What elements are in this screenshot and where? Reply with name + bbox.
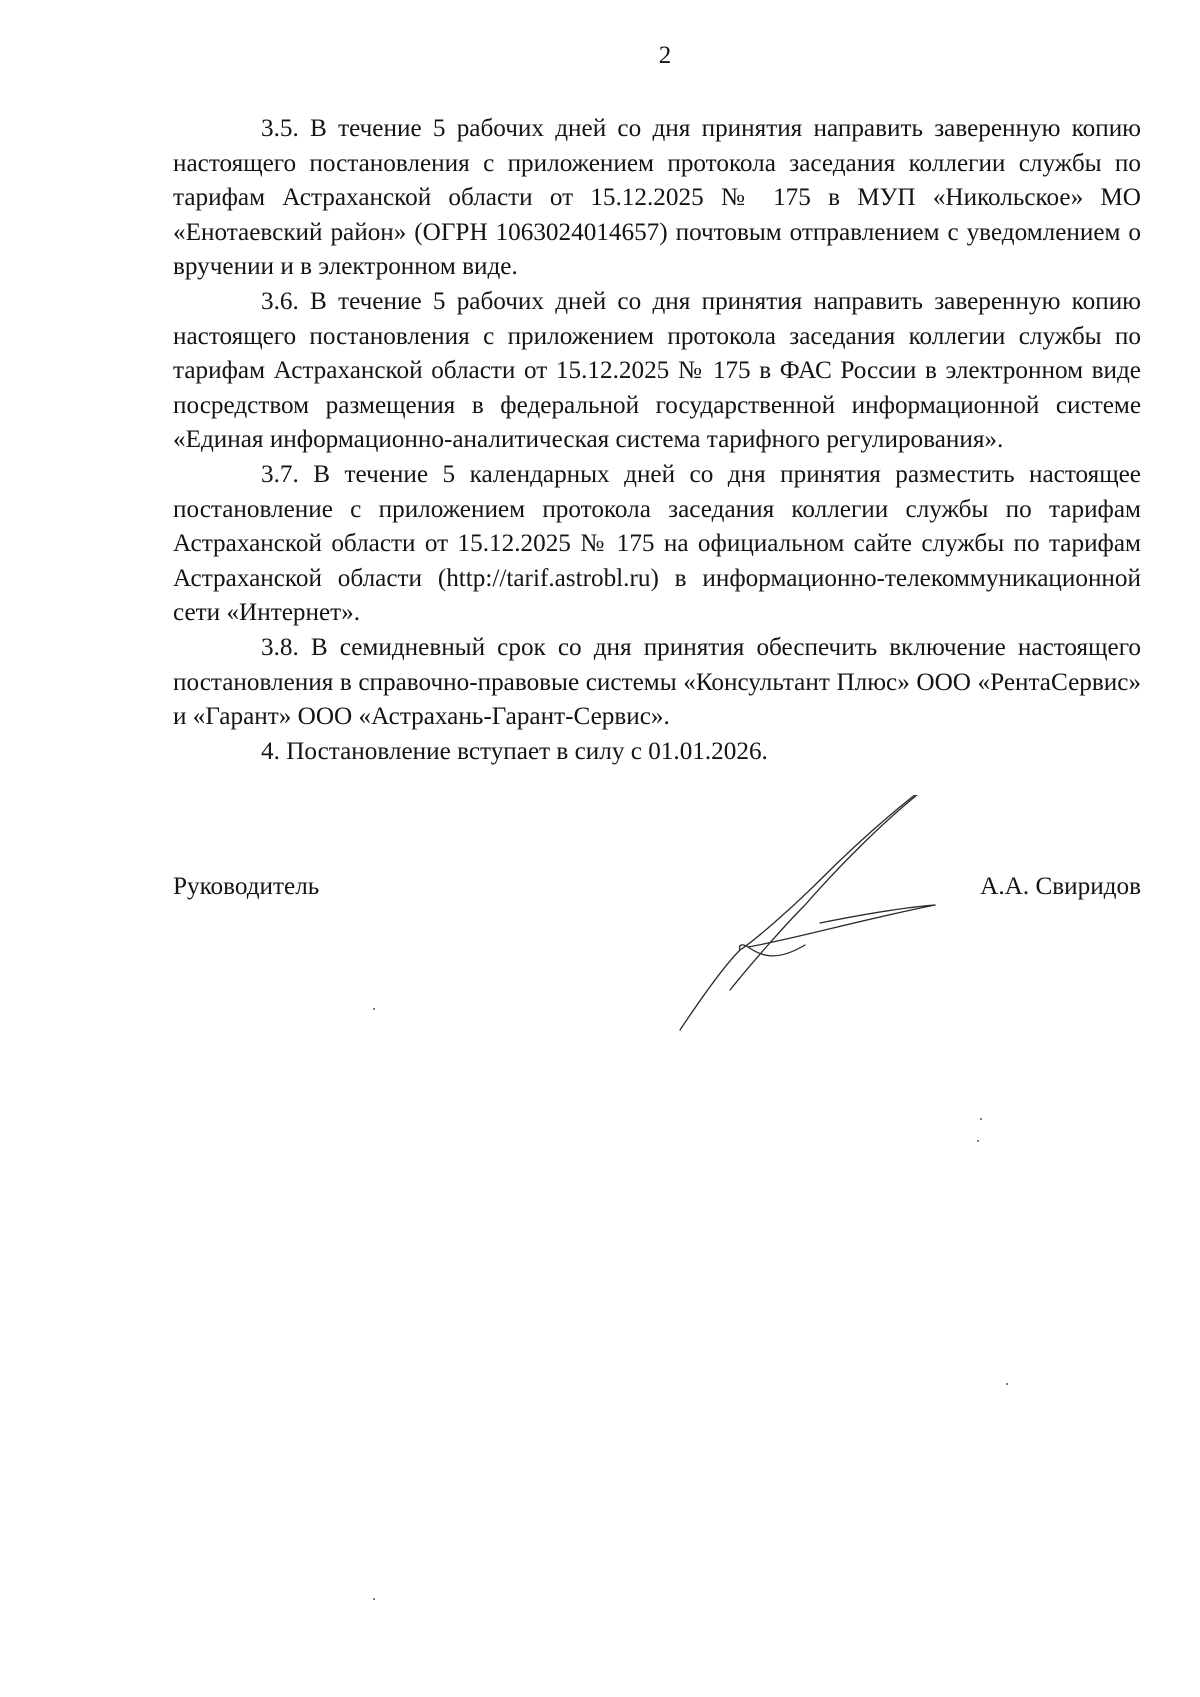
paragraph-3-7: 3.7. В течение 5 календарных дней со дня принятия разместить настоящее постановление с приложением протокола заседания коллегии службы по тарифам Астраханской области от 15.12.2025 № 175 на официальном сайте службы по тарифам Астраханской области (http://tarif.astrobl.ru) в информационно-телекоммуникационной сети «Интернет». bbox=[173, 460, 1141, 627]
paragraph-3-8: 3.8. В семидневный срок со дня принятия обеспечить включение настоящего постановления в справочно-правовые системы «Консультант Плюс» ООО «РентаСервис» и «Гарант» ООО «Астрахань-Гарант-Сервис». bbox=[173, 633, 1141, 731]
scan-speck bbox=[1006, 1383, 1008, 1385]
paragraph-3-6: 3.6. В течение 5 рабочих дней со дня принятия направить заверенную копию настоящего постановления с приложением протокола заседания коллегии службы по тарифам Астраханской области от 15.12.2025 № 175 в ФАС России в электронном виде посредством размещения в федеральной государственной информационной системе «Единая информационно-аналитическая система тарифного регулирования». bbox=[173, 287, 1141, 454]
paragraph-3-5: 3.5. В течение 5 рабочих дней со дня принятия направить заверенную копию настоящего постановления с приложением протокола заседания коллегии службы по тарифам Астраханской области от 15.12.2025 № 175 в МУП «Никольское» МО «Енотаевский район» (ОГРН 1063024014657) почтовым отправлением с уведомлением о вручении и в электронном виде. bbox=[173, 115, 1141, 281]
document-body bbox=[173, 112, 1141, 769]
scan-speck bbox=[373, 1598, 375, 1600]
handwritten-signature bbox=[670, 795, 970, 1035]
scan-speck bbox=[977, 1140, 979, 1142]
signatory-position: Руководитель bbox=[173, 873, 320, 900]
page-number: 2 bbox=[658, 42, 672, 69]
scan-speck bbox=[373, 1008, 375, 1010]
paragraph-4-effective-date: 4. Постановление вступает в силу с 01.01.2026. bbox=[261, 737, 768, 765]
signatory-name: А.А. Свиридов bbox=[980, 873, 1141, 900]
scan-speck bbox=[980, 1118, 982, 1120]
